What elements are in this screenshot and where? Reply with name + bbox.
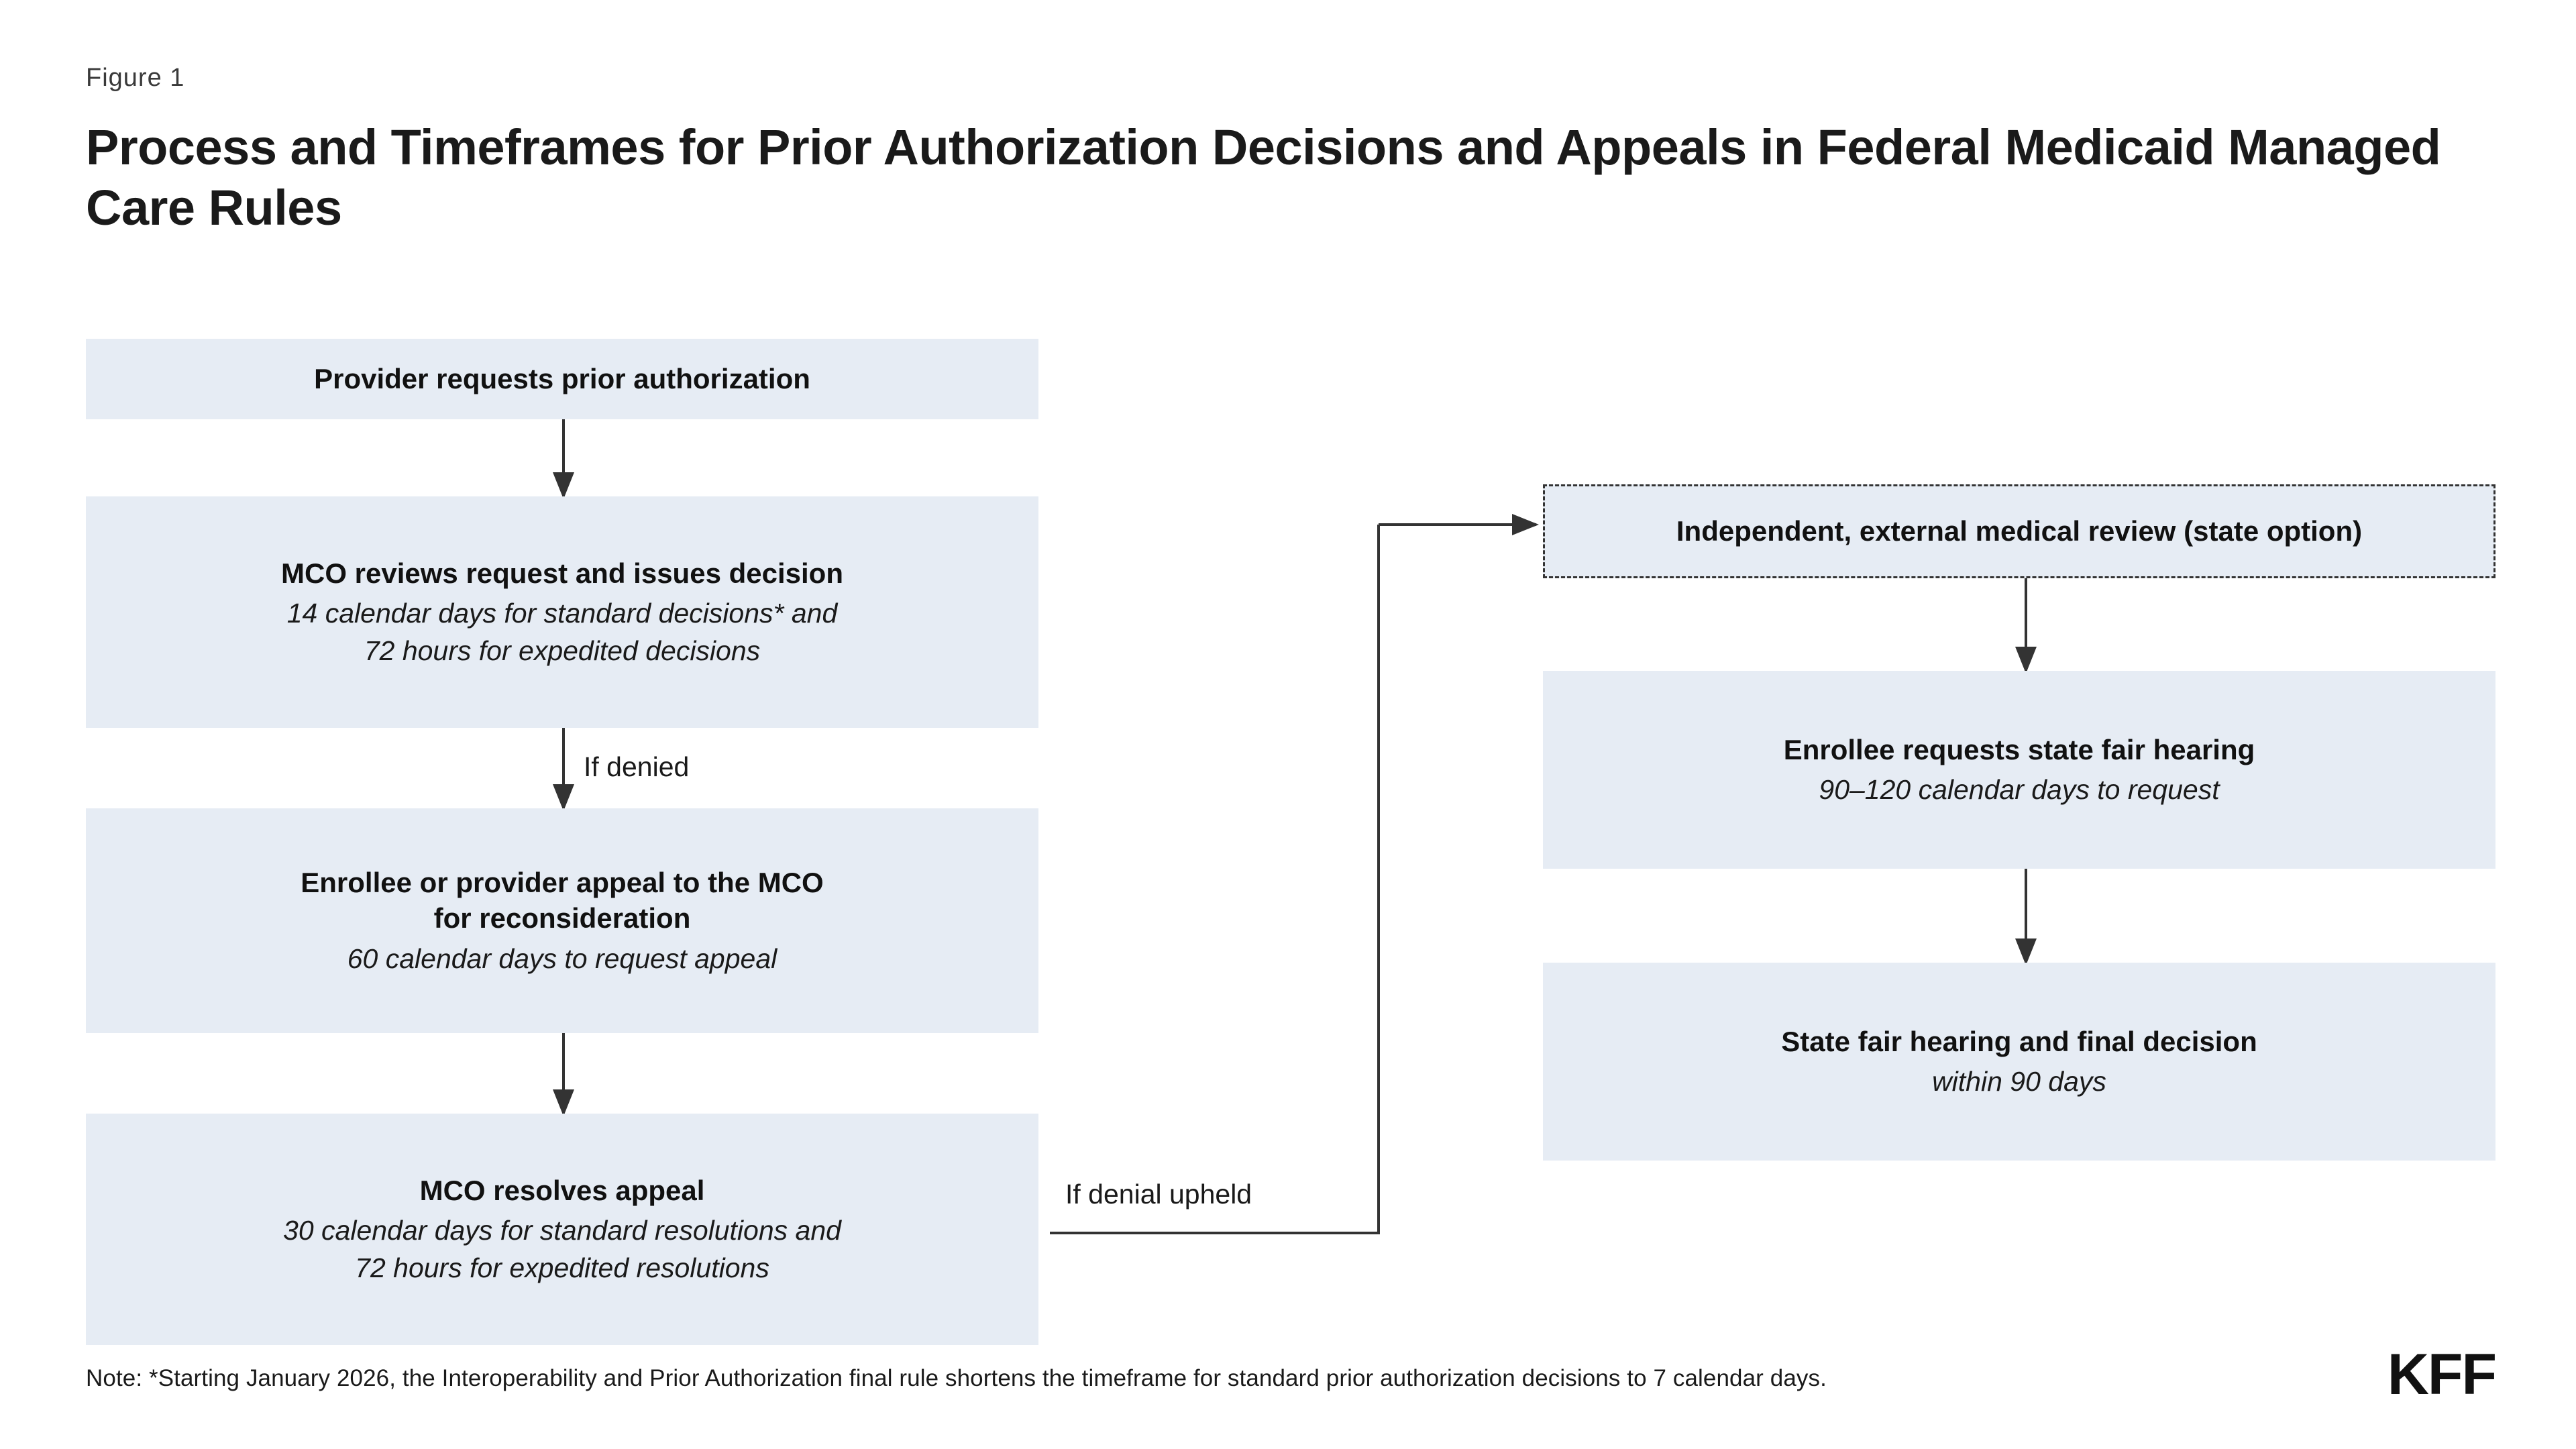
node-sub-line-1: 14 calendar days for standard decisions* and: [286, 598, 838, 629]
kff-logo: KFF: [2387, 1342, 2496, 1407]
node-headline: State fair hearing and final decision: [1781, 1025, 2257, 1057]
node-headline-line-1: Enrollee or provider appeal to the MCO: [301, 866, 824, 898]
node-mco-resolves-appeal: [86, 1114, 1038, 1345]
connector-label-if-denied: If denied: [584, 751, 690, 782]
node-headline: Provider requests prior authorization: [314, 363, 810, 395]
node-sub-line-1: 30 calendar days for standard resolutions and: [283, 1215, 841, 1246]
node-headline-line-2: for reconsideration: [433, 902, 691, 934]
node-headline: Independent, external medical review (state option): [1676, 515, 2363, 547]
node-headline: Enrollee requests state fair hearing: [1783, 733, 2255, 765]
node-sub: within 90 days: [1932, 1066, 2106, 1097]
figure-label: Figure 1: [86, 64, 185, 92]
node-sub-line-2: 72 hours for expedited decisions: [364, 635, 761, 667]
node-state-fair-hearing-final-decision: [1543, 963, 2496, 1161]
node-headline: MCO resolves appeal: [419, 1174, 705, 1206]
node-sub: 90–120 calendar days to request: [1819, 774, 2220, 806]
node-headline: MCO reviews request and issues decision: [281, 557, 843, 589]
connector-label-if-denial-upheld: If denial upheld: [1065, 1179, 1252, 1210]
node-sub-line-2: 72 hours for expedited resolutions: [355, 1252, 769, 1284]
node-provider-requests-prior-authorization: [86, 339, 1038, 419]
node-mco-reviews-request: [86, 496, 1038, 728]
node-enrollee-or-provider-appeal: [86, 808, 1038, 1033]
page-title: Process and Timeframes for Prior Authorization Decisions and Appeals in Federal Medicaid Managed Care Rules: [86, 119, 2441, 236]
footnote: Note: *Starting January 2026, the Interoperability and Prior Authorization final rule shortens the timeframe for standard prior authorization decisions to 7 calendar days.: [86, 1365, 1827, 1391]
node-enrollee-requests-state-fair-hearing: [1543, 671, 2496, 869]
node-independent-external-medical-review: [1543, 484, 2496, 578]
node-sub: 60 calendar days to request appeal: [347, 943, 777, 975]
